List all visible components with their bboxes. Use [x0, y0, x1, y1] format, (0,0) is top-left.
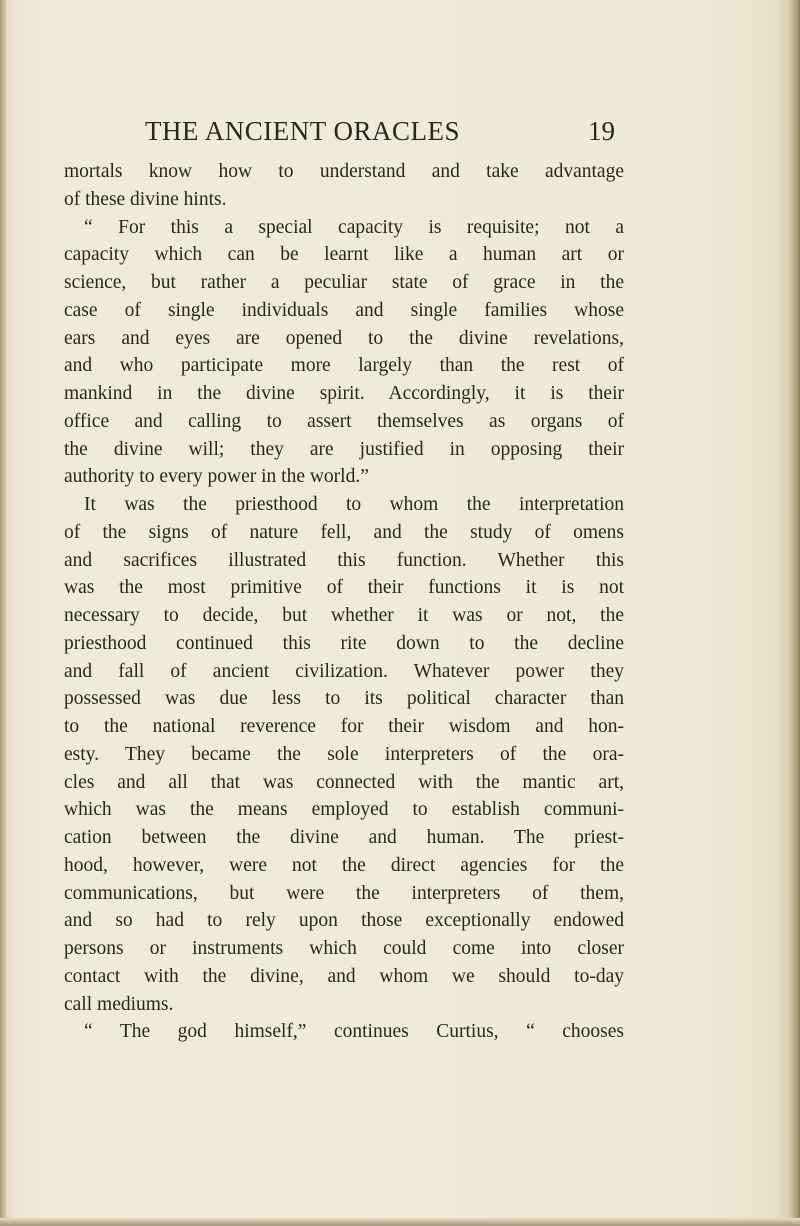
running-title: THE ANCIENT ORACLES [145, 116, 461, 146]
text-line: cation between the divine and human. The priest- [64, 827, 624, 848]
text-line: It was the priesthood to whom the interpretation [84, 494, 624, 515]
text-line: hood, however, were not the direct agencies for the [64, 854, 624, 876]
text-line: of these divine hints. [64, 188, 227, 210]
text-line: necessary to decide, but whether it was or not, the [64, 605, 624, 626]
page-number: 19 [588, 116, 615, 146]
page-right-edge [786, 0, 800, 1226]
text-line: possessed was due less to its political character than [64, 688, 624, 710]
text-line: and sacrifices illustrated this function. Whether this [64, 549, 624, 571]
text-line: “ For this a special capacity is requisite; not a [84, 216, 624, 238]
text-line: capacity which can be learnt like a human art or [64, 244, 624, 266]
text-line: priesthood continued this rite down to the decline [64, 632, 624, 654]
text-line: mortals know how to understand and take advantage [64, 161, 624, 182]
text-line: and who participate more largely than the rest of [64, 355, 624, 377]
text-line: call mediums. [64, 993, 174, 1015]
text-line: which was the means employed to establish communi- [64, 799, 624, 821]
text-line: was the most primitive of their functions it is not [64, 577, 624, 599]
text-line: and fall of ancient civilization. Whatever power they [64, 660, 624, 682]
text-line: contact with the divine, and whom we should to-day [64, 965, 624, 987]
text-line: the divine will; they are justified in opposing their [64, 438, 624, 460]
text-line: to the national reverence for their wisdom and hon- [64, 716, 624, 737]
text-line: and so had to rely upon those exceptionally endowed [64, 910, 624, 932]
text-line: office and calling to assert themselves as organs of [64, 410, 624, 432]
text-line: “ The god himself,” continues Curtius, “ chooses [84, 1021, 624, 1043]
text-line: persons or instruments which could come into closer [64, 938, 624, 959]
text-line: authority to every power in the world.” [64, 466, 369, 488]
text-line: esty. They became the sole interpreters of the ora- [64, 743, 624, 765]
body-text [64, 158, 624, 1046]
page-bottom-edge [0, 1218, 800, 1226]
text-line: mankind in the divine spirit. Accordingly, it is their [64, 383, 624, 404]
text-line: cles and all that was connected with the mantic art, [64, 771, 624, 793]
text-line: science, but rather a peculiar state of grace in the [64, 272, 624, 293]
text-line: of the signs of nature fell, and the study of omens [64, 521, 624, 543]
text-line: case of single individuals and single families whose [64, 299, 624, 321]
text-line: communications, but were the interpreters of them, [64, 882, 624, 904]
text-line: ears and eyes are opened to the divine revelations, [64, 327, 624, 349]
running-header [145, 112, 615, 152]
page-left-shadow [0, 0, 6, 1226]
